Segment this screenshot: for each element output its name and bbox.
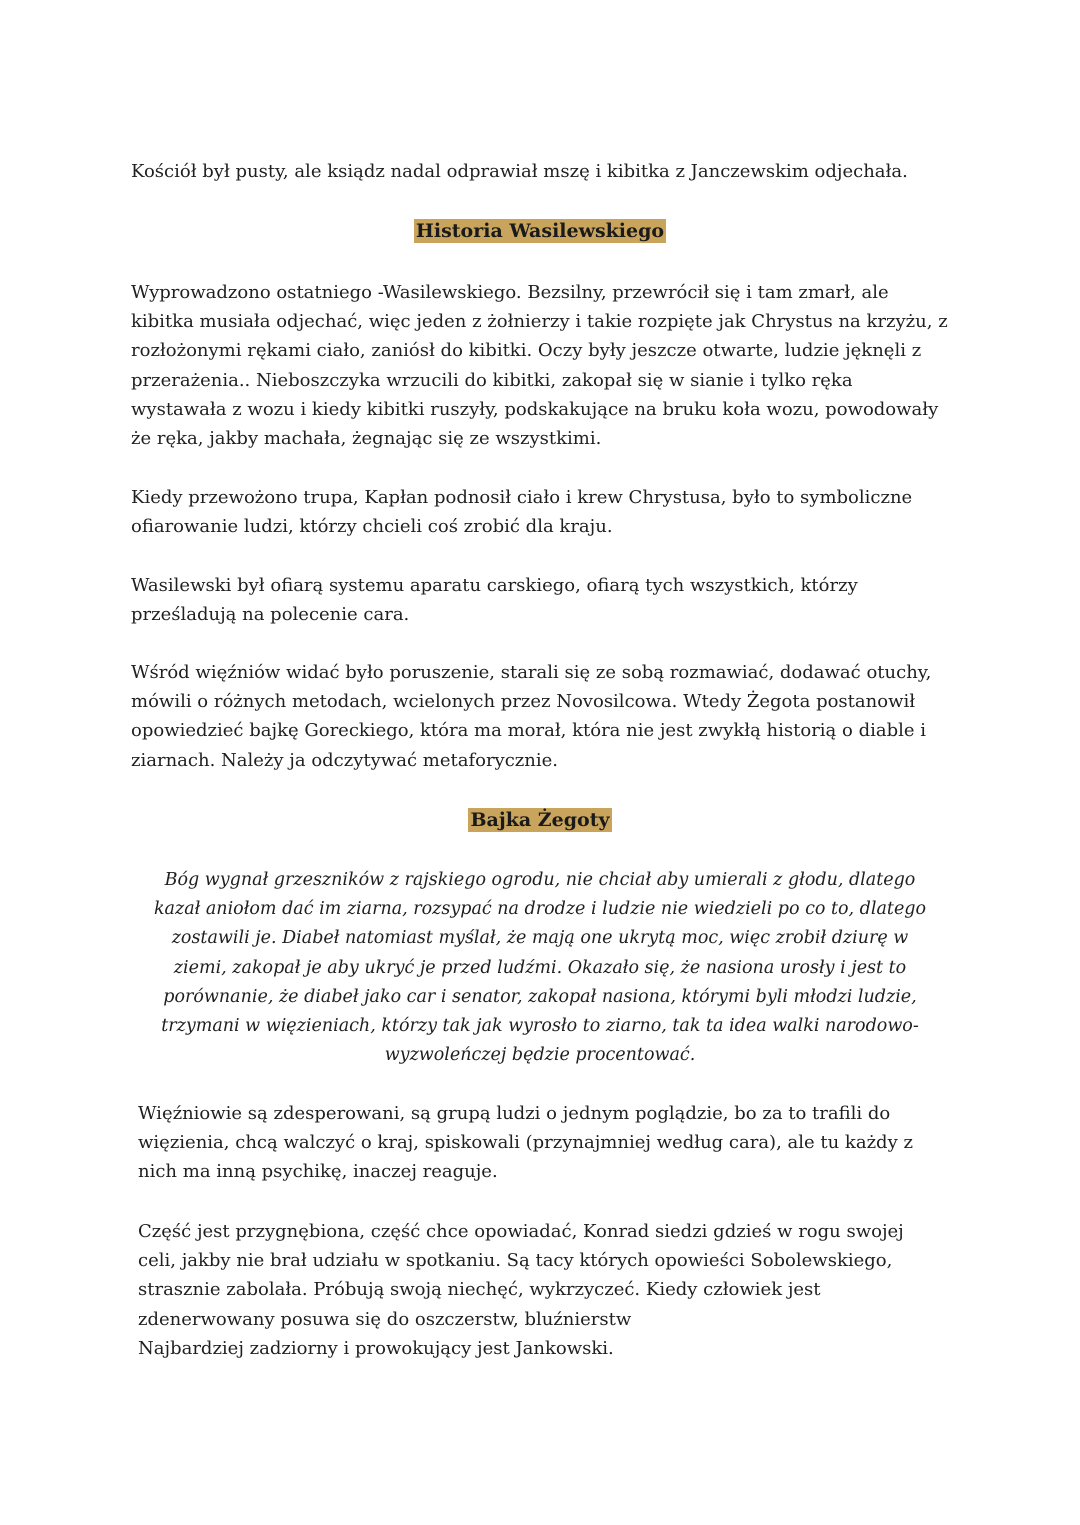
heading-highlight: Bajka Żegoty bbox=[470, 809, 610, 831]
paragraph-prisoners-2 bbox=[138, 1217, 938, 1363]
paragraph-prisoners-1: Więźniowie są zdesperowani, są grupą ludzi o jednym poglądzie, bo za to trafili do więzienia, chcą walczyć o kraj, spiskowali (przynajmniej według cara), ale tu każdy z nich ma inną psychikę, inaczej reaguje. bbox=[138, 1103, 913, 1183]
paragraph-prisoners-2-text: Część jest przygnębiona, część chce opowiadać, Konrad siedzi gdzieś w rogu swojej celi, jakby nie brał udziału w spotkaniu. Są tacy których opowieści Sobolewskiego, strasznie zabolała. Próbują swoją niechęć, wykrzyczeć. Kiedy człowiek jest zdenerwowany posuwa się do oszczerstw, bluźnierstw bbox=[138, 1221, 904, 1330]
section-heading-bajka-zegoty bbox=[0, 807, 1080, 834]
paragraph-wasilewski-2: Kiedy przewożono trupa, Kapłan podnosił ciało i krew Chrystusa, było to symboliczne ofiarowanie ludzi, którzy chcieli coś zrobić dla kraju. bbox=[131, 487, 913, 538]
heading-highlight: Historia Wasilewskiego bbox=[415, 220, 665, 242]
paragraph-wasilewski-3: Wasilewski był ofiarą systemu aparatu carskiego, ofiarą tych wszystkich, którzy prześladują na polecenie cara. bbox=[131, 575, 858, 626]
paragraph-wasilewski-4: Wśród więźniów widać było poruszenie, starali się ze sobą rozmawiać, dodawać otuchy, mówili o różnych metodach, wcielonych przez Novosilcowa. Wtedy Żegota postanowił opowiedzieć bajkę Goreckiego, która ma morał, która nie jest zwykłą historią o diable i ziarnach. Należy ja odczytywać metaforycznie. bbox=[131, 662, 932, 771]
paragraph-wasilewski-1: Wyprowadzono ostatniego -Wasilewskiego. Bezsilny, przewrócił się i tam zmarł, ale kibitka musiała odjechać, więc jeden z żołnierzy i takie rozpięte jak Chrystus na krzyżu, z rozłożonymi rękami ciało, zaniósł do kibitki. Oczy były jeszcze otwarte, ludzie jęknęli z przerażenia.. Nieboszczyka wrzucili do kibitki, zakopał się w sianie i tylko ręka wystawała z wozu i kiedy kibitki ruszyły, podskakujące na bruku koła wozu, powodowały że ręka, jakby machała, żegnając się ze wszystkimi. bbox=[131, 282, 948, 450]
paragraph-intro: Kościół był pusty, ale ksiądz nadal odprawiał mszę i kibitka z Janczewskim odjechała. bbox=[131, 161, 908, 182]
tale-quote: Bóg wygnał grzeszników z rajskiego ogrodu, nie chciał aby umierali z głodu, dlatego kazał aniołom dać im ziarna, rozsypać na drodze i ludzie nie wiedzieli po co to, dlatego zostawili je. Diabeł natomiast myślał, że mają one ukrytą moc, więc zrobił dziurę w ziemi, zakopał je aby ukryć je przed ludźmi. Okazało się, że nasiona urosły i jest to porównanie, że diabeł jako car i senator, zakopał nasiona, którymi byli młodzi ludzie, trzymani w więzieniach, którzy tak jak wyrosło to ziarno, tak ta idea walki narodowo-wyzwoleńczej będzie procentować. bbox=[153, 870, 927, 1066]
paragraph-prisoners-2-last-line: Najbardziej zadziorny i prowokujący jest Jankowski. bbox=[138, 1337, 614, 1359]
section-heading-historia-wasilewskiego bbox=[0, 218, 1080, 245]
